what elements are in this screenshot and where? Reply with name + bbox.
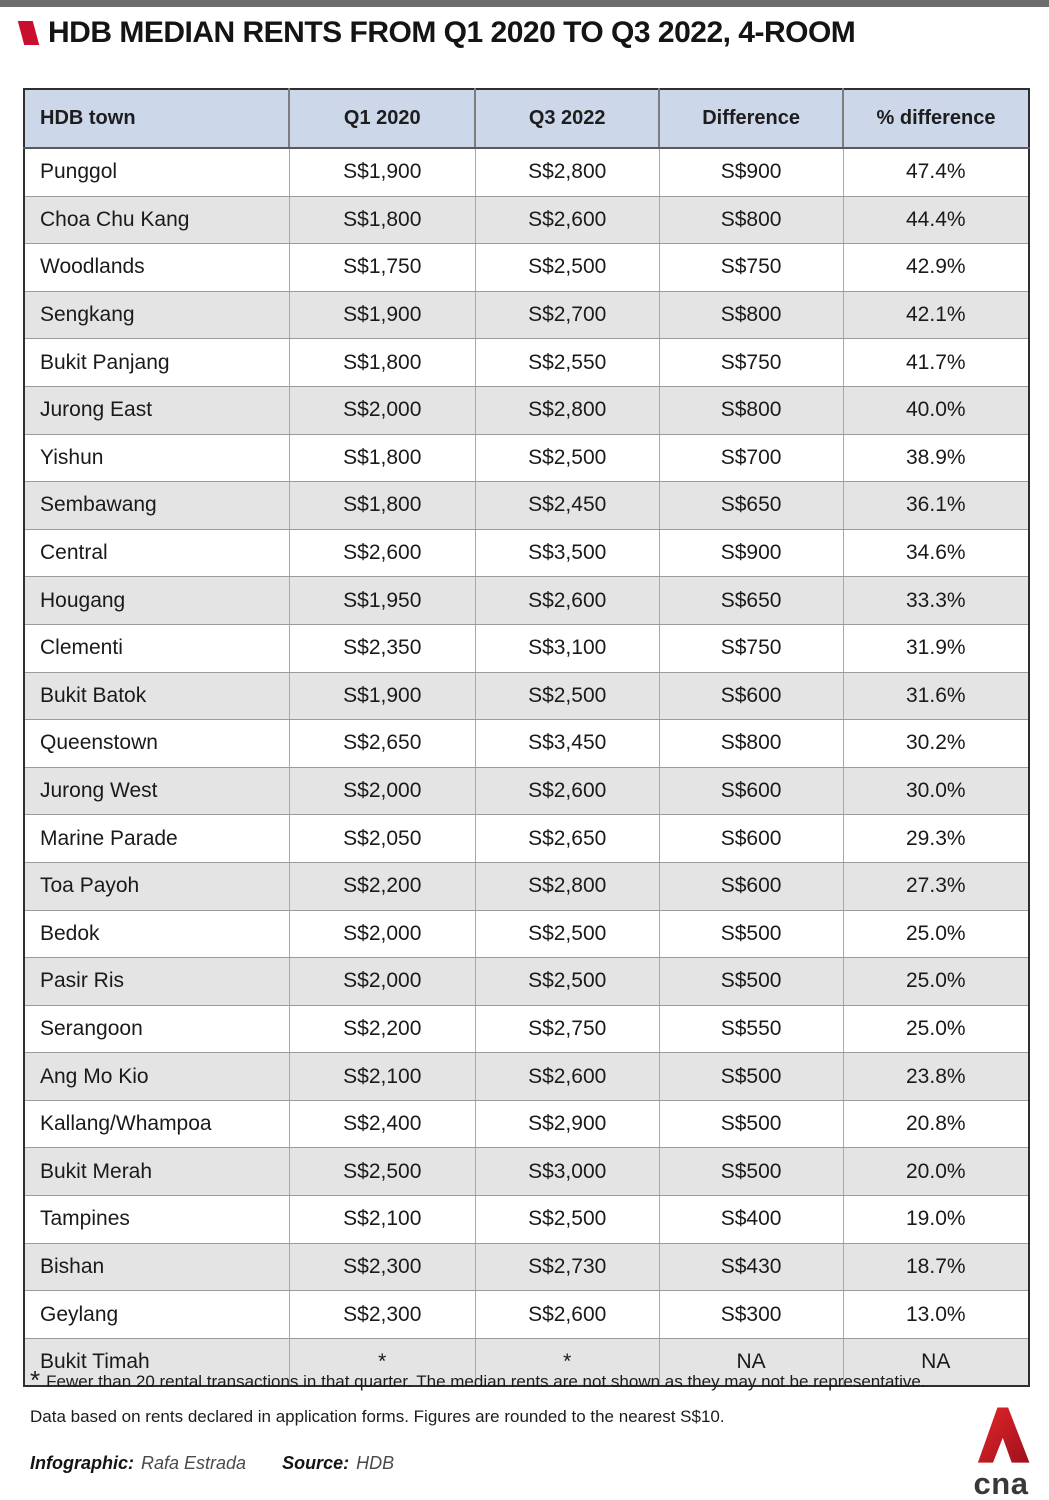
value-cell: S$2,050 xyxy=(289,815,475,863)
town-cell: Sembawang xyxy=(24,482,289,530)
value-cell: 19.0% xyxy=(843,1196,1029,1244)
footnote-asterisk-line xyxy=(30,1365,1020,1395)
value-cell: S$430 xyxy=(659,1243,843,1291)
value-cell: S$1,800 xyxy=(289,339,475,387)
value-cell: S$2,000 xyxy=(289,767,475,815)
value-cell: S$2,000 xyxy=(289,386,475,434)
table-row xyxy=(24,339,1029,387)
table-row xyxy=(24,1243,1029,1291)
column-header-q1-2020: Q1 2020 xyxy=(289,89,475,148)
value-cell: S$1,800 xyxy=(289,196,475,244)
column-header-hdb-town: HDB town xyxy=(24,89,289,148)
value-cell: S$1,750 xyxy=(289,244,475,292)
value-cell: 34.6% xyxy=(843,529,1029,577)
value-cell: S$600 xyxy=(659,862,843,910)
value-cell: S$2,750 xyxy=(475,1005,659,1053)
infographic-label: Infographic: xyxy=(30,1453,134,1473)
town-cell: Bedok xyxy=(24,910,289,958)
value-cell: 30.0% xyxy=(843,767,1029,815)
value-cell: S$2,100 xyxy=(289,1053,475,1101)
cna-caret-icon xyxy=(969,1405,1033,1467)
value-cell: S$2,600 xyxy=(475,196,659,244)
value-cell: 31.9% xyxy=(843,624,1029,672)
value-cell: S$650 xyxy=(659,577,843,625)
value-cell: 20.8% xyxy=(843,1100,1029,1148)
town-cell: Kallang/Whampoa xyxy=(24,1100,289,1148)
value-cell: * xyxy=(475,1338,659,1386)
value-cell: 47.4% xyxy=(843,148,1029,196)
value-cell: 33.3% xyxy=(843,577,1029,625)
value-cell: S$2,800 xyxy=(475,386,659,434)
value-cell: 25.0% xyxy=(843,958,1029,1006)
value-cell: S$1,800 xyxy=(289,434,475,482)
asterisk-symbol: * xyxy=(30,1365,41,1395)
value-cell: S$2,300 xyxy=(289,1291,475,1339)
footnote-text-2: Data based on rents declared in application forms. Figures are rounded to the nearest S$10. xyxy=(30,1407,725,1426)
value-cell: S$2,200 xyxy=(289,862,475,910)
value-cell: S$1,900 xyxy=(289,291,475,339)
table-row xyxy=(24,196,1029,244)
value-cell: S$2,800 xyxy=(475,148,659,196)
value-cell: S$2,500 xyxy=(475,672,659,720)
value-cell: S$900 xyxy=(659,148,843,196)
value-cell: S$2,550 xyxy=(475,339,659,387)
table-row xyxy=(24,291,1029,339)
value-cell: S$600 xyxy=(659,815,843,863)
town-cell: Central xyxy=(24,529,289,577)
value-cell: S$2,450 xyxy=(475,482,659,530)
red-slash-icon xyxy=(18,21,39,45)
value-cell: S$500 xyxy=(659,958,843,1006)
value-cell: S$750 xyxy=(659,244,843,292)
value-cell: S$1,900 xyxy=(289,672,475,720)
town-cell: Serangoon xyxy=(24,1005,289,1053)
value-cell: NA xyxy=(843,1338,1029,1386)
value-cell: S$800 xyxy=(659,386,843,434)
table-row xyxy=(24,767,1029,815)
value-cell: S$2,500 xyxy=(475,244,659,292)
infographic-author: Rafa Estrada xyxy=(141,1453,247,1473)
town-cell: Jurong East xyxy=(24,386,289,434)
value-cell: 25.0% xyxy=(843,910,1029,958)
table-row xyxy=(24,1196,1029,1244)
value-cell: S$900 xyxy=(659,529,843,577)
value-cell: 40.0% xyxy=(843,386,1029,434)
value-cell: S$500 xyxy=(659,910,843,958)
value-cell: S$750 xyxy=(659,339,843,387)
value-cell: S$2,200 xyxy=(289,1005,475,1053)
value-cell: 36.1% xyxy=(843,482,1029,530)
value-cell: S$2,600 xyxy=(475,767,659,815)
town-cell: Woodlands xyxy=(24,244,289,292)
value-cell: S$800 xyxy=(659,196,843,244)
value-cell: S$2,600 xyxy=(475,577,659,625)
cna-logo xyxy=(962,1405,1040,1499)
value-cell: 44.4% xyxy=(843,196,1029,244)
town-cell: Punggol xyxy=(24,148,289,196)
town-cell: Tampines xyxy=(24,1196,289,1244)
table-row xyxy=(24,1053,1029,1101)
table-header-row xyxy=(24,89,1029,148)
town-cell: Bukit Timah xyxy=(24,1338,289,1386)
value-cell: S$2,700 xyxy=(475,291,659,339)
title-block xyxy=(21,16,855,49)
table-row xyxy=(24,244,1029,292)
value-cell: S$2,600 xyxy=(289,529,475,577)
value-cell: S$300 xyxy=(659,1291,843,1339)
town-cell: Bukit Panjang xyxy=(24,339,289,387)
table-body xyxy=(24,148,1029,1386)
town-cell: Sengkang xyxy=(24,291,289,339)
value-cell: S$2,500 xyxy=(475,434,659,482)
value-cell: S$400 xyxy=(659,1196,843,1244)
value-cell: 38.9% xyxy=(843,434,1029,482)
value-cell: S$2,500 xyxy=(475,958,659,1006)
town-cell: Jurong West xyxy=(24,767,289,815)
column-header-difference: Difference xyxy=(659,89,843,148)
table-row xyxy=(24,910,1029,958)
value-cell: S$2,650 xyxy=(289,720,475,768)
value-cell: S$800 xyxy=(659,291,843,339)
table-row xyxy=(24,815,1029,863)
value-cell: S$2,600 xyxy=(475,1291,659,1339)
value-cell: S$700 xyxy=(659,434,843,482)
value-cell: S$600 xyxy=(659,767,843,815)
value-cell: S$1,950 xyxy=(289,577,475,625)
value-cell: 13.0% xyxy=(843,1291,1029,1339)
value-cell: S$650 xyxy=(659,482,843,530)
value-cell: S$2,500 xyxy=(289,1148,475,1196)
value-cell: 29.3% xyxy=(843,815,1029,863)
value-cell: S$550 xyxy=(659,1005,843,1053)
value-cell: S$800 xyxy=(659,720,843,768)
credits-line xyxy=(30,1453,394,1474)
value-cell: S$3,500 xyxy=(475,529,659,577)
table-row xyxy=(24,482,1029,530)
value-cell: S$2,650 xyxy=(475,815,659,863)
table-row xyxy=(24,529,1029,577)
town-cell: Ang Mo Kio xyxy=(24,1053,289,1101)
value-cell: S$2,600 xyxy=(475,1053,659,1101)
value-cell: S$2,000 xyxy=(289,910,475,958)
table-row xyxy=(24,720,1029,768)
value-cell: S$750 xyxy=(659,624,843,672)
value-cell: 18.7% xyxy=(843,1243,1029,1291)
source-label: Source: xyxy=(282,1453,350,1473)
value-cell: 41.7% xyxy=(843,339,1029,387)
table-row xyxy=(24,624,1029,672)
value-cell: 25.0% xyxy=(843,1005,1029,1053)
town-cell: Bukit Batok xyxy=(24,672,289,720)
town-cell: Toa Payoh xyxy=(24,862,289,910)
value-cell: S$3,450 xyxy=(475,720,659,768)
table-row xyxy=(24,1148,1029,1196)
table-row xyxy=(24,672,1029,720)
value-cell: 20.0% xyxy=(843,1148,1029,1196)
town-cell: Geylang xyxy=(24,1291,289,1339)
value-cell: S$3,100 xyxy=(475,624,659,672)
town-cell: Yishun xyxy=(24,434,289,482)
value-cell: S$2,100 xyxy=(289,1196,475,1244)
value-cell: S$500 xyxy=(659,1148,843,1196)
value-cell: 30.2% xyxy=(843,720,1029,768)
value-cell: 42.9% xyxy=(843,244,1029,292)
value-cell: S$600 xyxy=(659,672,843,720)
value-cell: 27.3% xyxy=(843,862,1029,910)
value-cell: * xyxy=(289,1338,475,1386)
value-cell: 42.1% xyxy=(843,291,1029,339)
rents-table xyxy=(23,88,1030,1387)
town-cell: Bishan xyxy=(24,1243,289,1291)
value-cell: S$2,350 xyxy=(289,624,475,672)
table-row xyxy=(24,958,1029,1006)
value-cell: S$2,800 xyxy=(475,862,659,910)
town-cell: Clementi xyxy=(24,624,289,672)
cna-wordmark: cna xyxy=(973,1466,1029,1500)
value-cell: S$3,000 xyxy=(475,1148,659,1196)
value-cell: S$2,300 xyxy=(289,1243,475,1291)
page-title: HDB MEDIAN RENTS FROM Q1 2020 TO Q3 2022, 4-ROOM xyxy=(48,16,856,49)
town-cell: Pasir Ris xyxy=(24,958,289,1006)
value-cell: S$500 xyxy=(659,1053,843,1101)
value-cell: S$1,900 xyxy=(289,148,475,196)
source-value: HDB xyxy=(356,1453,395,1473)
table-row xyxy=(24,1291,1029,1339)
top-accent-bar xyxy=(0,0,1049,7)
town-cell: Bukit Merah xyxy=(24,1148,289,1196)
footnotes xyxy=(30,1365,1020,1428)
value-cell: S$2,400 xyxy=(289,1100,475,1148)
value-cell: S$2,500 xyxy=(475,910,659,958)
value-cell: 31.6% xyxy=(843,672,1029,720)
table-row xyxy=(24,1005,1029,1053)
value-cell: 23.8% xyxy=(843,1053,1029,1101)
table-row xyxy=(24,148,1029,196)
town-cell: Hougang xyxy=(24,577,289,625)
town-cell: Marine Parade xyxy=(24,815,289,863)
value-cell: S$2,900 xyxy=(475,1100,659,1148)
column-header-q3-2022: Q3 2022 xyxy=(475,89,659,148)
value-cell: S$500 xyxy=(659,1100,843,1148)
value-cell: S$2,730 xyxy=(475,1243,659,1291)
value-cell: S$2,500 xyxy=(475,1196,659,1244)
value-cell: S$2,000 xyxy=(289,958,475,1006)
table-row xyxy=(24,1100,1029,1148)
value-cell: NA xyxy=(659,1338,843,1386)
town-cell: Choa Chu Kang xyxy=(24,196,289,244)
table-row xyxy=(24,577,1029,625)
footnote-text-1: Fewer than 20 rental transactions in that quarter. The median rents are not shown as they may not be representative. xyxy=(46,1372,926,1391)
column-header-pct-difference: % difference xyxy=(843,89,1029,148)
value-cell: S$1,800 xyxy=(289,482,475,530)
table-row xyxy=(24,862,1029,910)
town-cell: Queenstown xyxy=(24,720,289,768)
table-row xyxy=(24,434,1029,482)
table-header xyxy=(24,89,1029,148)
table-row xyxy=(24,386,1029,434)
